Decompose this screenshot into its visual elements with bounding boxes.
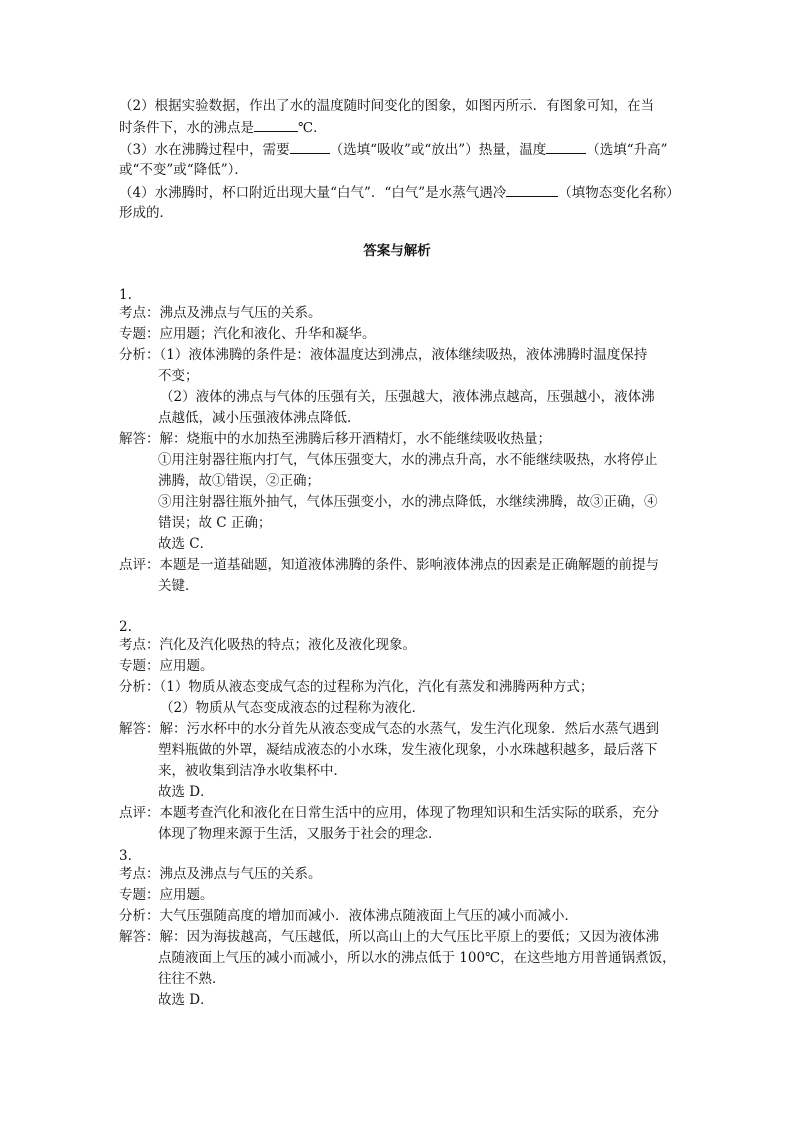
answer-blank	[290, 139, 330, 154]
answer-title: 答案与解析	[363, 243, 431, 259]
q4-line1: （4）水沸腾时，杯口附近出现大量“白气”．“白气”是水蒸气遇冷 （填物态变化名称）	[119, 182, 680, 203]
jieda-line: 故选 C．	[158, 536, 214, 552]
q3-line1: （3）水在沸腾过程中，需要 （选填“吸收”或“放出”）热量，温度 （选填“升高”	[119, 139, 668, 160]
dianping-line: 关键．	[158, 578, 199, 594]
jieda-line: ③用注射器往瓶外抽气，气体压强变小，水的沸点降低，水继续沸腾，故③正确，④	[158, 494, 658, 510]
jieda-line: 错误；故 C 正确；	[158, 515, 272, 531]
jieda-line: 往往不熟．	[158, 971, 226, 987]
jieda-line: 解答：解：因为海拔越高，气压越低，所以高山上的大气压比平原上的要低；又因为液体沸	[119, 929, 659, 945]
q3-line2: 或“不变”或“降低”）．	[119, 162, 248, 178]
kaodian: 考点：沸点及沸点与气压的关系。	[119, 305, 322, 321]
jieda-line: 解答：解：污水杯中的水分首先从液态变成气态的水蒸气，发生汽化现象．然后水蒸气遇到	[119, 721, 659, 737]
zhuanti: 专题：应用题。	[119, 658, 214, 674]
jieda-line: 解答：解：烧瓶中的水加热至沸腾后移开酒精灯，水不能继续吸收热量；	[119, 431, 551, 447]
fenxi-line: （2）物质从气态变成液态的过程称为液化．	[160, 700, 426, 716]
fenxi-line: （2）液体的沸点与气体的压强有关，压强越大，液体沸点越高，压强越小，液体沸	[160, 389, 655, 405]
fenxi-line: 不变；	[158, 368, 199, 384]
answer-blank	[506, 182, 558, 197]
zhuanti: 专题：应用题；汽化和液化、升华和凝华。	[119, 326, 376, 342]
item-number: 1.	[119, 287, 132, 303]
answer-blank	[546, 139, 586, 154]
jieda-line: 故选 D．	[158, 992, 214, 1008]
item-number: 3.	[119, 848, 132, 864]
dianping-line: 体现了物理来源于生活，又服务于社会的理念．	[158, 826, 442, 842]
jieda-line: 沸腾，故①错误，②正确；	[158, 473, 320, 489]
q2-line1: （2）根据实验数据，作出了水的温度随时间变化的图象，如图丙所示．有图象可知，在当	[119, 98, 655, 114]
jieda-line: 故选 D．	[158, 784, 214, 800]
answer-blank	[254, 117, 298, 132]
fenxi-line: 分析：（1）液体沸腾的条件是：液体温度达到沸点，液体继续吸热，液体沸腾时温度保持	[119, 347, 648, 363]
kaodian: 考点：沸点及沸点与气压的关系。	[119, 866, 322, 882]
jieda-line: 点随液面上气压的减小而减小，所以水的沸点低于 100℃，在这些地方用普通锅煮饭，	[158, 950, 676, 966]
fenxi-line: 点越低，减小压强液体沸点降低．	[158, 410, 361, 426]
zhuanti: 专题：应用题。	[119, 887, 214, 903]
jieda-line: ①用注射器往瓶内打气，气体压强变大，水的沸点升高，水不能继续吸热，水将停止	[158, 452, 658, 468]
fenxi-line: 分析：大气压强随高度的增加而减小．液体沸点随液面上气压的减小而减小．	[119, 908, 578, 924]
q4-line2: 形成的．	[119, 205, 173, 221]
q2-line2: 时条件下，水的沸点是 ℃．	[119, 117, 327, 138]
jieda-line: 塑料瓶做的外罩，凝结成液态的小水珠，发生液化现象，小水珠越积越多，最后落下	[158, 742, 658, 758]
dianping-line: 点评：本题考查汽化和液化在日常生活中的应用，体现了物理知识和生活实际的联系，充分	[119, 805, 659, 821]
dianping-line: 点评：本题是一道基础题，知道液体沸腾的条件、影响液体沸点的因素是正确解题的前提与	[119, 557, 659, 573]
kaodian: 考点：汽化及汽化吸热的特点；液化及液化现象。	[119, 637, 416, 653]
item-number: 2.	[119, 619, 132, 635]
jieda-line: 来，被收集到洁净水收集杯中．	[158, 763, 347, 779]
fenxi-line: 分析：（1）物质从液态变成气态的过程称为汽化，汽化有蒸发和沸腾两种方式；	[119, 679, 594, 695]
